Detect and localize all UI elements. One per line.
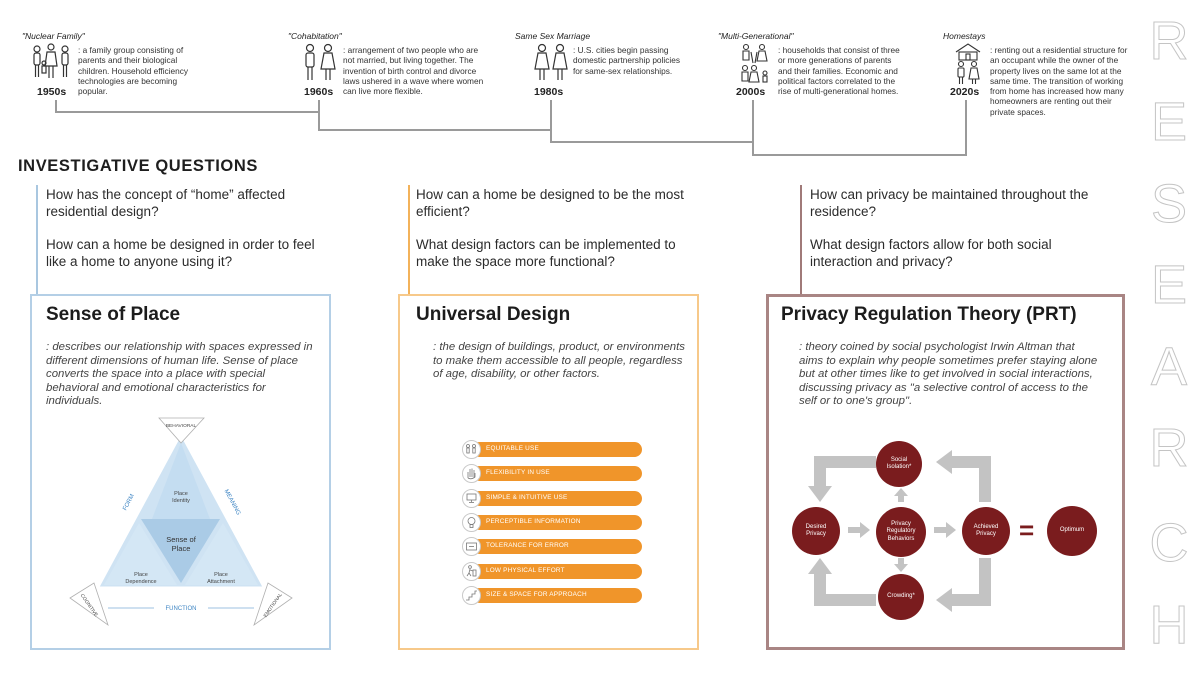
question-text: How can a home be designed to be the most efficient? bbox=[416, 187, 684, 219]
place-attachment-label: Place Attachment bbox=[207, 572, 235, 585]
arrow-behaviors-to-isolation bbox=[894, 488, 908, 502]
node-crowding: Crowding* bbox=[878, 574, 924, 620]
equals-sign: = bbox=[1019, 515, 1035, 545]
principle-label: FLEXIBILITY IN USE bbox=[486, 469, 550, 476]
question-column-2 bbox=[416, 186, 706, 286]
research-letter: S bbox=[1150, 174, 1188, 234]
computer-icon bbox=[462, 489, 481, 508]
era-label: "Cohabitation" bbox=[288, 31, 342, 41]
same-sex-couple-icon bbox=[532, 43, 570, 83]
walker-icon bbox=[462, 562, 481, 581]
era-label: Homestays bbox=[943, 31, 986, 41]
era-label: Same Sex Marriage bbox=[515, 31, 591, 41]
arrow-achieved-to-isolation bbox=[936, 450, 991, 502]
principle-label: EQUITABLE USE bbox=[486, 445, 539, 452]
question-accent-bar bbox=[36, 185, 38, 295]
form-label: FORM bbox=[122, 493, 136, 512]
principle-row bbox=[462, 490, 642, 507]
era-year: 1960s bbox=[304, 86, 334, 98]
arrow-behaviors-to-crowding bbox=[894, 558, 908, 572]
stairs-icon bbox=[462, 586, 481, 605]
arrow-isolation-to-desired bbox=[808, 456, 876, 502]
arrow-desired-to-behaviors bbox=[848, 522, 870, 538]
node-social-isolation: Social Isolation* bbox=[876, 441, 922, 487]
timeline-connector bbox=[318, 100, 320, 130]
era-description: : U.S. cities begin passing domestic partnership policies for same-sex relationships. bbox=[573, 45, 680, 76]
era-description: : renting out a residential structure for an occupant while the owner of the property lives on the same lot at the same time. The transition of working from home has increased how many homeowners are renting out their private spaces. bbox=[990, 45, 1128, 117]
node-privacy-regulatory-behaviors: Privacy Regulatory Behaviors bbox=[876, 507, 926, 557]
era-label: "Multi-Generational" bbox=[718, 31, 794, 41]
hand-icon bbox=[462, 464, 481, 483]
question-column-1 bbox=[46, 186, 336, 286]
prt-description: : theory coined by social psychologist Irwin Altman that aims to explain why people sometimes prefer staying alone but at other times like to get involved in social interactions, discussing privacy as "a selective control of access to the self or to one's group". bbox=[799, 341, 1098, 408]
behavioral-label: BEHAVIORAL bbox=[165, 424, 197, 429]
era-description: : arrangement of two people who are not married, but living together. The invention of birth control and divorce laws ushered in a wave where women can live more flexible. bbox=[343, 45, 484, 97]
house-people-icon bbox=[950, 42, 986, 86]
question-text: How can a home be designed in order to feel like a home to anyone using it? bbox=[46, 237, 315, 269]
question-accent-bar bbox=[800, 185, 802, 295]
principle-row bbox=[462, 563, 642, 580]
principle-label: SIZE & SPACE FOR APPROACH bbox=[486, 591, 587, 598]
question-text: What design factors allow for both social interaction and privacy? bbox=[810, 237, 1052, 269]
timeline-connector bbox=[965, 100, 967, 156]
universal-design-description: : the design of buildings, product, or environments to make them accessible to all people, regardless of age, disability, or other factors. bbox=[433, 341, 686, 381]
emotional-label: EMOTIONAL bbox=[263, 592, 284, 619]
investigative-questions-heading: INVESTIGATIVE QUESTIONS bbox=[18, 157, 258, 175]
timeline-connector bbox=[752, 100, 754, 155]
era-label: "Nuclear Family" bbox=[22, 31, 85, 41]
era-description: : a family group consisting of parents and their biological children. Household efficiency technologies are becoming popular. bbox=[78, 45, 189, 97]
node-desired-privacy: Desired Privacy bbox=[792, 507, 840, 555]
question-text: What design factors can be implemented to make the space more functional? bbox=[416, 237, 676, 269]
research-letter: C bbox=[1149, 513, 1189, 573]
principle-row bbox=[462, 441, 642, 458]
research-letter: H bbox=[1149, 595, 1189, 655]
research-letter: R bbox=[1149, 11, 1189, 71]
principle-row bbox=[462, 514, 642, 531]
timeline-connector bbox=[318, 129, 551, 131]
prt-title: Privacy Regulation Theory (PRT) bbox=[781, 304, 1077, 325]
research-letter: R bbox=[1149, 418, 1189, 478]
question-text: How has the concept of “home” affected residential design? bbox=[46, 187, 286, 219]
principle-label: TOLERANCE FOR ERROR bbox=[486, 542, 569, 549]
timeline-connector bbox=[55, 111, 319, 113]
era-year: 1950s bbox=[37, 86, 67, 98]
era-year: 2020s bbox=[950, 86, 980, 98]
couple-icon bbox=[300, 43, 338, 83]
principle-label: LOW PHYSICAL EFFORT bbox=[486, 567, 565, 574]
question-column-3 bbox=[810, 186, 1100, 286]
principle-row bbox=[462, 465, 642, 482]
principle-label: SIMPLE & INTUITIVE USE bbox=[486, 494, 568, 501]
behavioral-tip bbox=[159, 418, 204, 443]
node-achieved-privacy: Achieved Privacy bbox=[962, 507, 1010, 555]
sense-of-place-title: Sense of Place bbox=[46, 304, 181, 325]
era-year: 2000s bbox=[736, 86, 766, 98]
screen-icon bbox=[462, 537, 481, 556]
era-year: 1980s bbox=[534, 86, 564, 98]
sense-of-place-description: : describes our relationship with spaces expressed in different dimensions of human life. Sense of place converts the space into a place with special behavioral and emotional characteristics for individuals. bbox=[46, 341, 313, 408]
multi-generation-icon bbox=[738, 43, 776, 87]
sense-of-place-diagram bbox=[68, 415, 294, 630]
question-text: How can privacy be maintained throughout the residence? bbox=[810, 187, 1089, 219]
node-optimum: Optimum bbox=[1047, 506, 1097, 556]
principle-label: PERCEPTIBLE INFORMATION bbox=[486, 518, 581, 525]
place-identity-label: Place Identity bbox=[172, 491, 190, 504]
era-description: : households that consist of three or more generations of parents and their families. Economic and political factors correlated to the rise of multi-generational homes. bbox=[778, 45, 900, 97]
timeline-connector bbox=[550, 100, 552, 142]
arrow-behaviors-to-achieved bbox=[934, 522, 956, 538]
family-icon bbox=[28, 43, 74, 81]
meaning-label: MEANING bbox=[222, 488, 242, 517]
research-letter: E bbox=[1150, 92, 1188, 152]
research-letter: A bbox=[1150, 337, 1188, 397]
timeline-connector bbox=[752, 154, 966, 156]
research-letter: E bbox=[1150, 255, 1188, 315]
arrow-achieved-to-crowding bbox=[936, 558, 991, 612]
place-dependence-label: Place Dependence bbox=[125, 572, 157, 585]
universal-design-title: Universal Design bbox=[416, 304, 571, 325]
cognitive-label: COGNITIVE bbox=[78, 593, 99, 618]
principle-row bbox=[462, 538, 642, 555]
timeline-connector bbox=[550, 141, 753, 143]
center-label: Sense of Place bbox=[166, 535, 196, 553]
arrow-crowding-to-desired bbox=[808, 558, 876, 606]
principle-row bbox=[462, 587, 642, 604]
function-label: FUNCTION bbox=[165, 606, 197, 612]
question-accent-bar bbox=[408, 185, 410, 295]
people-icon bbox=[462, 440, 481, 459]
lightbulb-icon bbox=[462, 513, 481, 532]
